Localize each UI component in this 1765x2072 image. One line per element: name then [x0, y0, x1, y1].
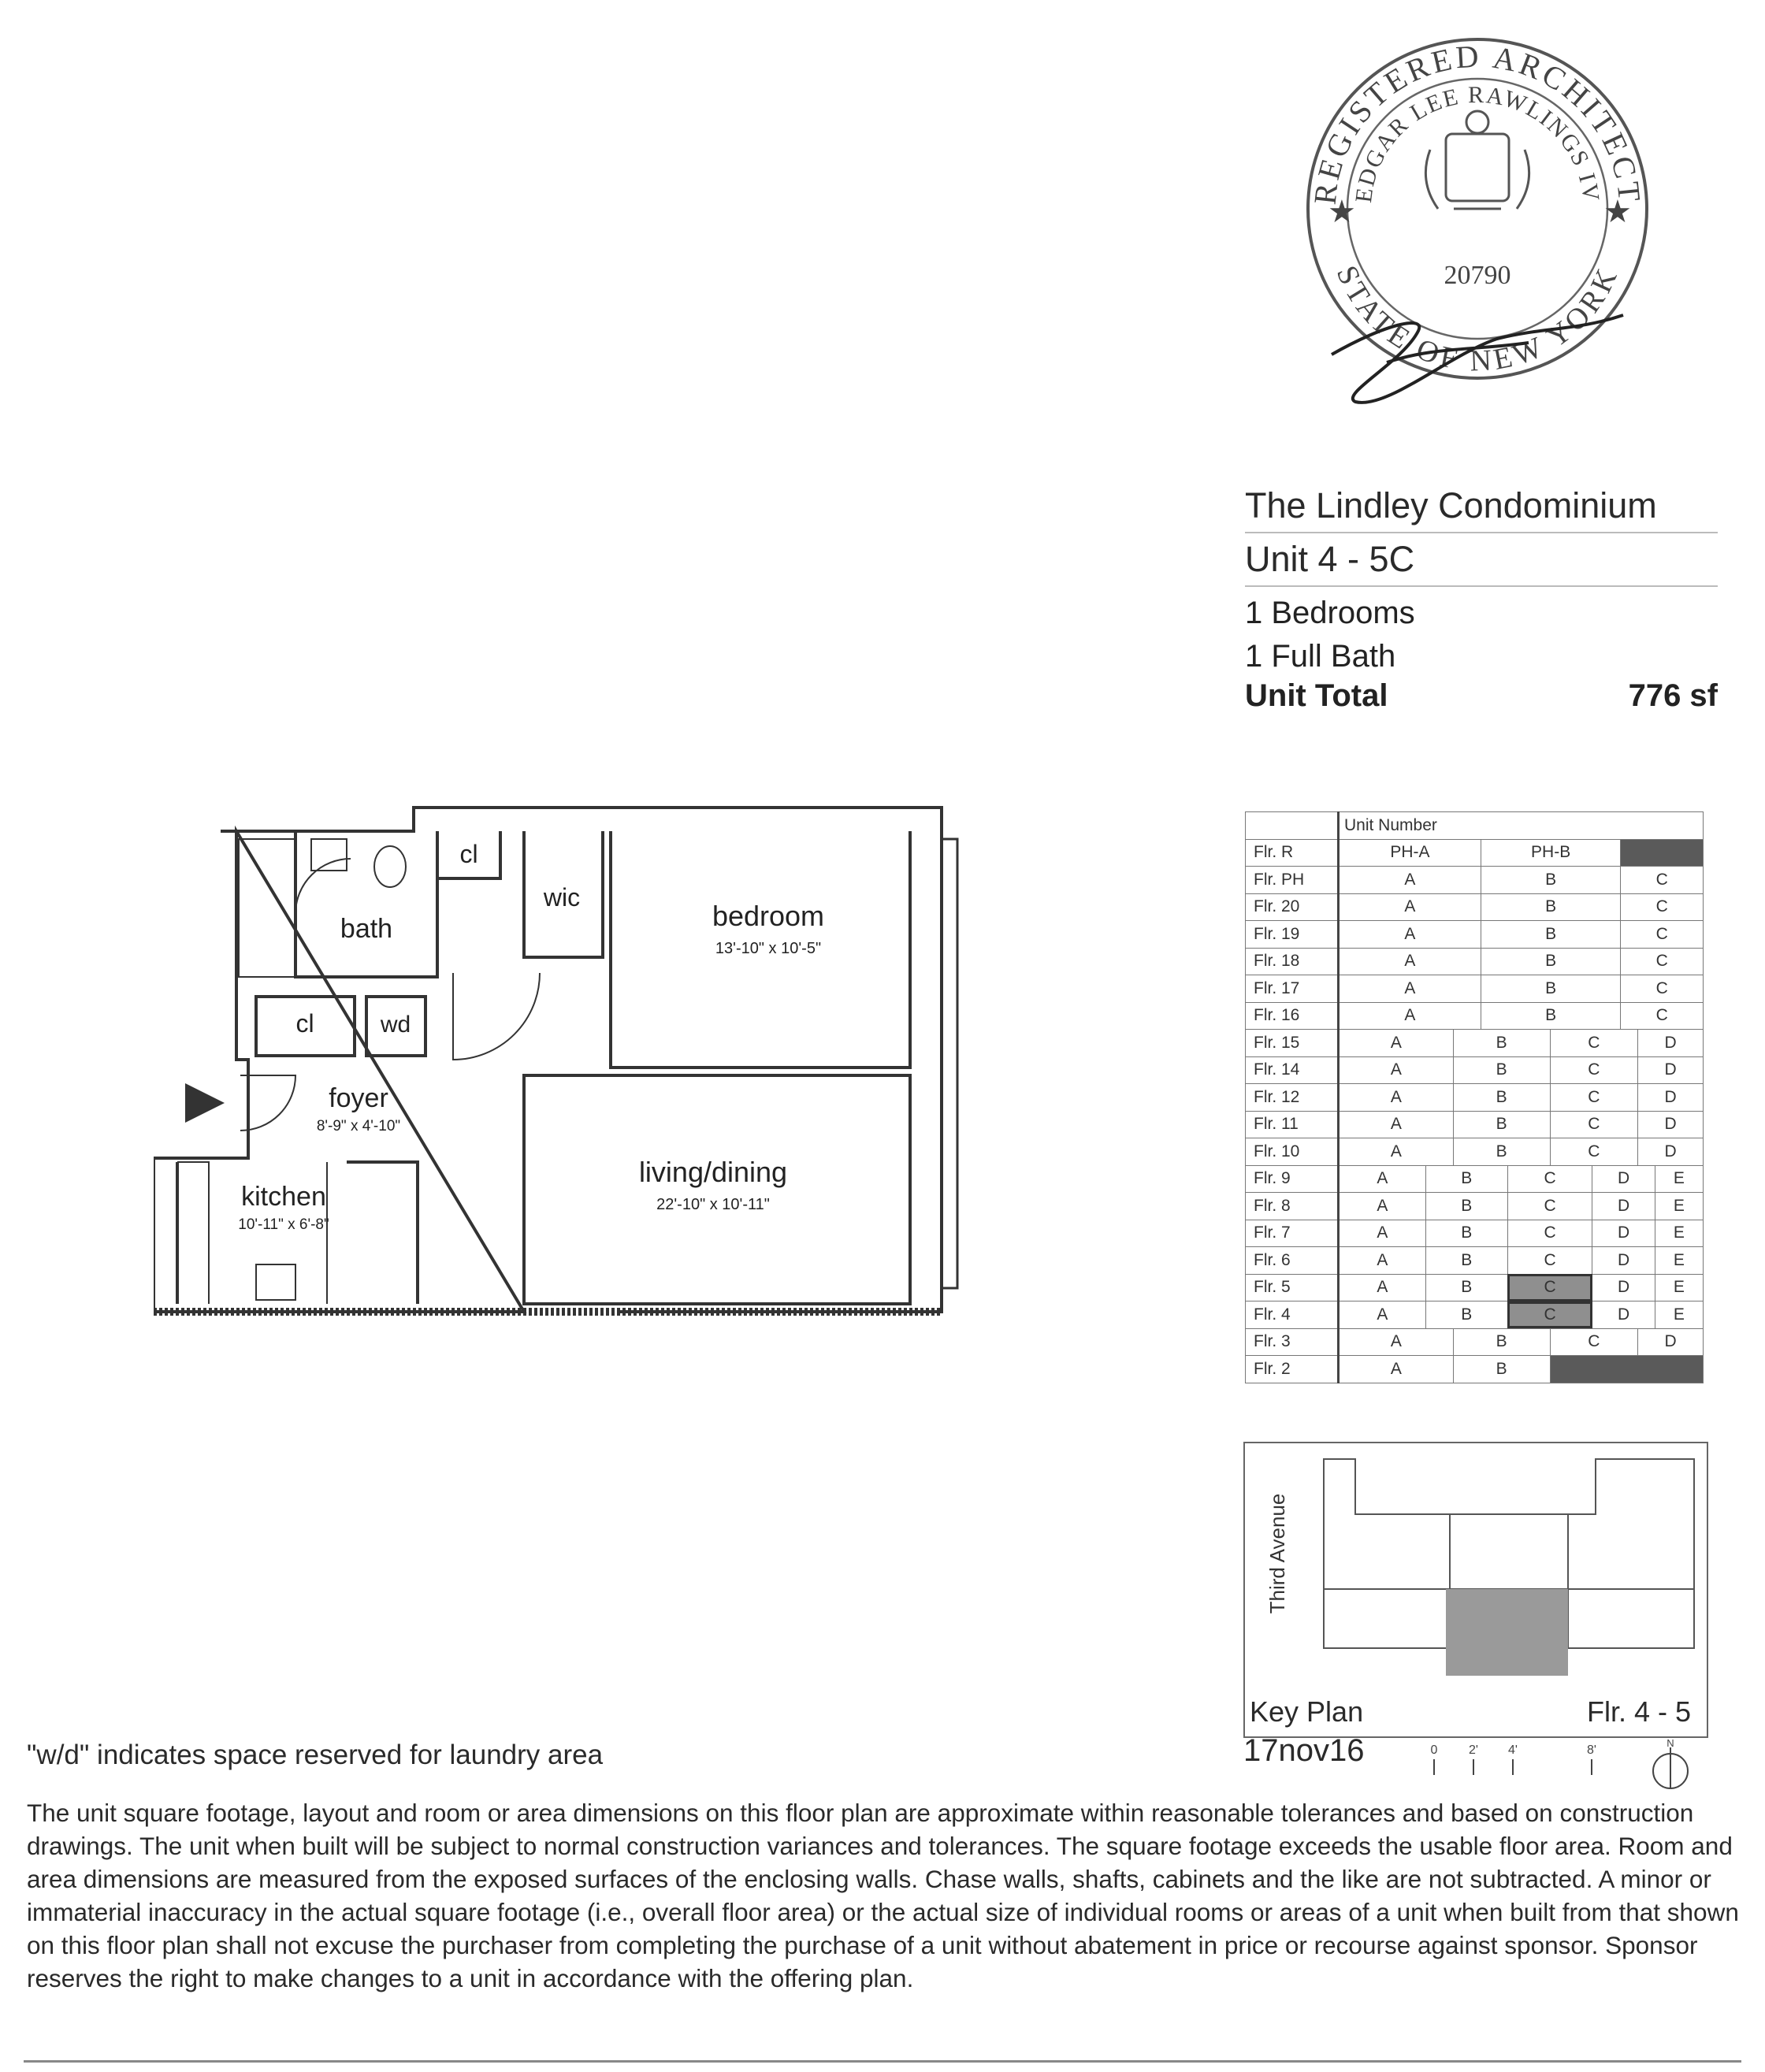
unit-cell: E [1655, 1193, 1703, 1220]
unit-cell: D [1638, 1111, 1704, 1138]
unit-cell: B [1481, 867, 1621, 894]
unit-table-row [1246, 1056, 1704, 1084]
unit-cell: E [1655, 1301, 1703, 1329]
key-plan-floors: Flr. 4 - 5 [1586, 1695, 1691, 1728]
unit-cell: PH-A [1339, 839, 1481, 867]
unit-cell: C [1621, 921, 1704, 949]
unit-cell: D [1592, 1165, 1655, 1193]
unit-cell: B [1425, 1220, 1507, 1247]
room-living-dim: 22'-10" x 10'-11" [656, 1196, 770, 1213]
bedroom-count: 1 Bedrooms [1245, 596, 1415, 630]
room-bedroom: bedroom [712, 900, 825, 932]
title-block [1245, 485, 1718, 714]
project-name: The Lindley Condominium [1245, 485, 1718, 533]
unit-table-row [1246, 1301, 1704, 1329]
unit-table-row [1246, 1165, 1704, 1193]
unit-cell [1621, 839, 1704, 867]
room-bedroom-dim: 13'-10" x 10'-5" [715, 940, 822, 957]
floor-label: Flr. 9 [1246, 1165, 1339, 1193]
unit-cell: C [1507, 1193, 1592, 1220]
plan-date: 17nov16 [1243, 1733, 1365, 1768]
unit-total-row [1245, 678, 1718, 714]
unit-cell: C [1550, 1030, 1637, 1057]
unit-cell: C [1550, 1111, 1637, 1138]
unit-table-row [1246, 921, 1704, 949]
unit-table-row [1246, 1138, 1704, 1166]
floor-label: Flr. R [1246, 839, 1339, 867]
bath-door [295, 859, 351, 914]
floor-label: Flr. PH [1246, 867, 1339, 894]
floor-label: Flr. 3 [1246, 1328, 1339, 1356]
unit-cell: A [1339, 867, 1481, 894]
unit-cell: C [1507, 1220, 1592, 1247]
unit-number-table [1245, 811, 1704, 1383]
seal-emblem-icon [1425, 111, 1529, 209]
sink-icon [311, 839, 347, 871]
unit-cell: C [1621, 948, 1704, 975]
room-kitchen-dim: 10'-11" x 6'-8" [238, 1216, 329, 1233]
unit-cell: C [1507, 1247, 1592, 1275]
room-wic: wic [543, 883, 581, 912]
toilet-icon [374, 846, 406, 887]
bath-count: 1 Full Bath [1245, 639, 1396, 674]
unit-cell: B [1453, 1328, 1550, 1356]
unit-cell: A [1339, 1356, 1454, 1383]
unit-cell: D [1592, 1193, 1655, 1220]
unit-cell: C [1621, 1002, 1704, 1030]
unit-cell: B [1453, 1138, 1550, 1166]
unit-table-row [1246, 1084, 1704, 1112]
unit-cell: A [1339, 1165, 1426, 1193]
room-living-dining: living/dining [638, 1156, 788, 1188]
floor-label: Flr. 8 [1246, 1193, 1339, 1220]
disclaimer-text: The unit square footage, layout and room or area dimensions on this floor plan are approximate within reasonable tolerances and based on construction drawings. The unit when built will be subject to normal construction variances and tolerances. The square footage exceeds the usable floor area. Room and area dimensions are measured from the exposed surfaces of the enclosing walls. Chase walls, shafts, cabinets and the like are not subtracted. A minor or immaterial inaccuracy in the actual square footage (i.e., overall floor area) or the actual size of individual rooms or areas of a unit when built from that shown on this floor plan shall not excuse the purchaser from completing the purchase of a unit without abatement in price or recourse against sponsor. Sponsor reserves the right to make changes to a unit in accordance with the offering plan. [27, 1799, 1739, 1992]
floor-label: Flr. 20 [1246, 893, 1339, 921]
scale-label-2: 2' [1469, 1743, 1478, 1757]
unit-cell-selected: C [1507, 1301, 1592, 1329]
laundry-note: "w/d" indicates space reserved for laundry area [27, 1740, 604, 1770]
floor-label: Flr. 11 [1246, 1111, 1339, 1138]
unit-table-row [1246, 1111, 1704, 1138]
unit-table-row [1246, 1002, 1704, 1030]
unit-table-row [1246, 1030, 1704, 1057]
seal-outer-text: REGISTERED ARCHITECT [1306, 38, 1648, 206]
unit-table-row [1246, 1220, 1704, 1247]
stove-icon [256, 1264, 295, 1300]
unit-cell: D [1638, 1030, 1704, 1057]
unit-cell: A [1339, 1301, 1426, 1329]
seal-license-number: 20790 [1444, 261, 1511, 290]
floor-label: Flr. 10 [1246, 1138, 1339, 1166]
unit-cell: B [1453, 1030, 1550, 1057]
unit-cell: D [1638, 1084, 1704, 1112]
floor-label: Flr. 12 [1246, 1084, 1339, 1112]
room-bath: bath [340, 914, 393, 944]
unit-cell: A [1339, 1138, 1454, 1166]
room-foyer: foyer [329, 1083, 388, 1113]
room-foyer-dim: 8'-9" x 4'-10" [316, 1118, 401, 1134]
unit-cell: C [1507, 1165, 1592, 1193]
unit-cell: A [1339, 1084, 1454, 1112]
key-plan-street: Third Avenue [1265, 1493, 1289, 1614]
scale-label-8: 8' [1587, 1743, 1596, 1757]
unit-cell: D [1592, 1274, 1655, 1301]
unit-cell: B [1425, 1193, 1507, 1220]
unit-table-body [1246, 812, 1704, 1383]
unit-cell: A [1339, 1247, 1426, 1275]
unit-cell: A [1339, 975, 1481, 1003]
unit-total-value: 776 sf [1628, 678, 1718, 713]
floor-label: Flr. 16 [1246, 1002, 1339, 1030]
unit-total-label: Unit Total [1245, 678, 1388, 713]
unit-cell: E [1655, 1220, 1703, 1247]
floor-label: Flr. 6 [1246, 1247, 1339, 1275]
architect-seal [1292, 16, 1663, 418]
floor-label: Flr. 2 [1246, 1356, 1339, 1383]
unit-table-corner [1246, 812, 1339, 840]
unit-table-row [1246, 1356, 1704, 1383]
scale-bar [1410, 1740, 1694, 1795]
unit-cell: C [1550, 1138, 1637, 1166]
unit-cell [1550, 1356, 1703, 1383]
seal-star-right: ★ [1603, 195, 1632, 229]
unit-cell: A [1339, 1056, 1454, 1084]
unit-cell: D [1638, 1056, 1704, 1084]
unit-table-header: Unit Number [1339, 812, 1704, 840]
scale-label-0: 0 [1430, 1743, 1438, 1757]
unit-cell: PH-B [1481, 839, 1621, 867]
unit-cell: B [1481, 921, 1621, 949]
floor-label: Flr. 7 [1246, 1220, 1339, 1247]
unit-cell: B [1481, 1002, 1621, 1030]
unit-cell: D [1592, 1247, 1655, 1275]
unit-cell: C [1550, 1084, 1637, 1112]
floor-label: Flr. 18 [1246, 948, 1339, 975]
unit-table-row [1246, 1274, 1704, 1301]
north-label: N [1667, 1740, 1674, 1749]
window-right [942, 839, 957, 1288]
key-plan-unit-highlight [1446, 1589, 1568, 1676]
floor-label: Flr. 4 [1246, 1301, 1339, 1329]
unit-cell: D [1638, 1138, 1704, 1166]
unit-cell: B [1481, 893, 1621, 921]
floor-label: Flr. 14 [1246, 1056, 1339, 1084]
unit-cell: B [1425, 1301, 1507, 1329]
unit-cell: B [1453, 1056, 1550, 1084]
bedroom-door [453, 973, 540, 1060]
bottom-rule [24, 2060, 1741, 2063]
room-wd: wd [380, 1012, 411, 1038]
unit-cell: E [1655, 1165, 1703, 1193]
seal-bottom-text: STATE OF NEW YORK [1329, 260, 1626, 378]
floor-plan [154, 792, 973, 1343]
floor-label: Flr. 17 [1246, 975, 1339, 1003]
floor-label: Flr. 15 [1246, 1030, 1339, 1057]
unit-cell: D [1592, 1301, 1655, 1329]
unit-cell: A [1339, 893, 1481, 921]
unit-cell: B [1453, 1084, 1550, 1112]
unit-cell: E [1655, 1274, 1703, 1301]
key-plan-label: Key Plan [1250, 1695, 1364, 1728]
unit-cell: B [1453, 1356, 1550, 1383]
unit-cell: A [1339, 948, 1481, 975]
unit-cell: B [1481, 975, 1621, 1003]
unit-cell: B [1453, 1111, 1550, 1138]
unit-cell: D [1592, 1220, 1655, 1247]
seal-inner-text: EDGAR LEE RAWLINGS IV [1350, 81, 1605, 205]
entry-arrow-icon [185, 1083, 225, 1123]
tub-icon [239, 839, 295, 977]
unit-table-row [1246, 1328, 1704, 1356]
unit-cell: A [1339, 1030, 1454, 1057]
unit-cell: A [1339, 1274, 1426, 1301]
unit-table-header-row [1246, 812, 1704, 840]
floor-label: Flr. 19 [1246, 921, 1339, 949]
unit-table-row [1246, 893, 1704, 921]
unit-cell: A [1339, 1328, 1454, 1356]
unit-cell: C [1621, 893, 1704, 921]
unit-cell: E [1655, 1247, 1703, 1275]
seal-star-left: ★ [1328, 195, 1356, 229]
room-closet-foyer: cl [295, 1009, 314, 1038]
unit-cell: C [1621, 975, 1704, 1003]
unit-cell: C [1550, 1328, 1637, 1356]
living-wall [524, 1075, 910, 1304]
unit-cell: B [1425, 1247, 1507, 1275]
unit-cell: A [1339, 1193, 1426, 1220]
unit-cell: B [1481, 948, 1621, 975]
unit-cell: B [1425, 1274, 1507, 1301]
unit-cell: C [1550, 1056, 1637, 1084]
key-plan [1243, 1442, 1708, 1738]
floor-label: Flr. 5 [1246, 1274, 1339, 1301]
unit-name: Unit 4 - 5C [1245, 538, 1718, 587]
key-plan-drawing [1245, 1443, 1707, 1680]
unit-table-row [1246, 839, 1704, 867]
unit-table-row [1246, 948, 1704, 975]
unit-cell: A [1339, 1002, 1481, 1030]
room-kitchen: kitchen [241, 1182, 326, 1212]
room-closet-hall: cl [459, 840, 478, 868]
scale-label-4: 4' [1508, 1743, 1518, 1757]
unit-table-row [1246, 1247, 1704, 1275]
unit-cell: B [1425, 1165, 1507, 1193]
unit-cell-selected: C [1507, 1274, 1592, 1301]
bath-wall [295, 831, 437, 977]
unit-table-row [1246, 975, 1704, 1003]
unit-cell: A [1339, 921, 1481, 949]
unit-cell: A [1339, 1220, 1426, 1247]
unit-cell: D [1638, 1328, 1704, 1356]
unit-cell: A [1339, 1111, 1454, 1138]
unit-table-row [1246, 1193, 1704, 1220]
unit-table-row [1246, 867, 1704, 894]
unit-cell: C [1621, 867, 1704, 894]
